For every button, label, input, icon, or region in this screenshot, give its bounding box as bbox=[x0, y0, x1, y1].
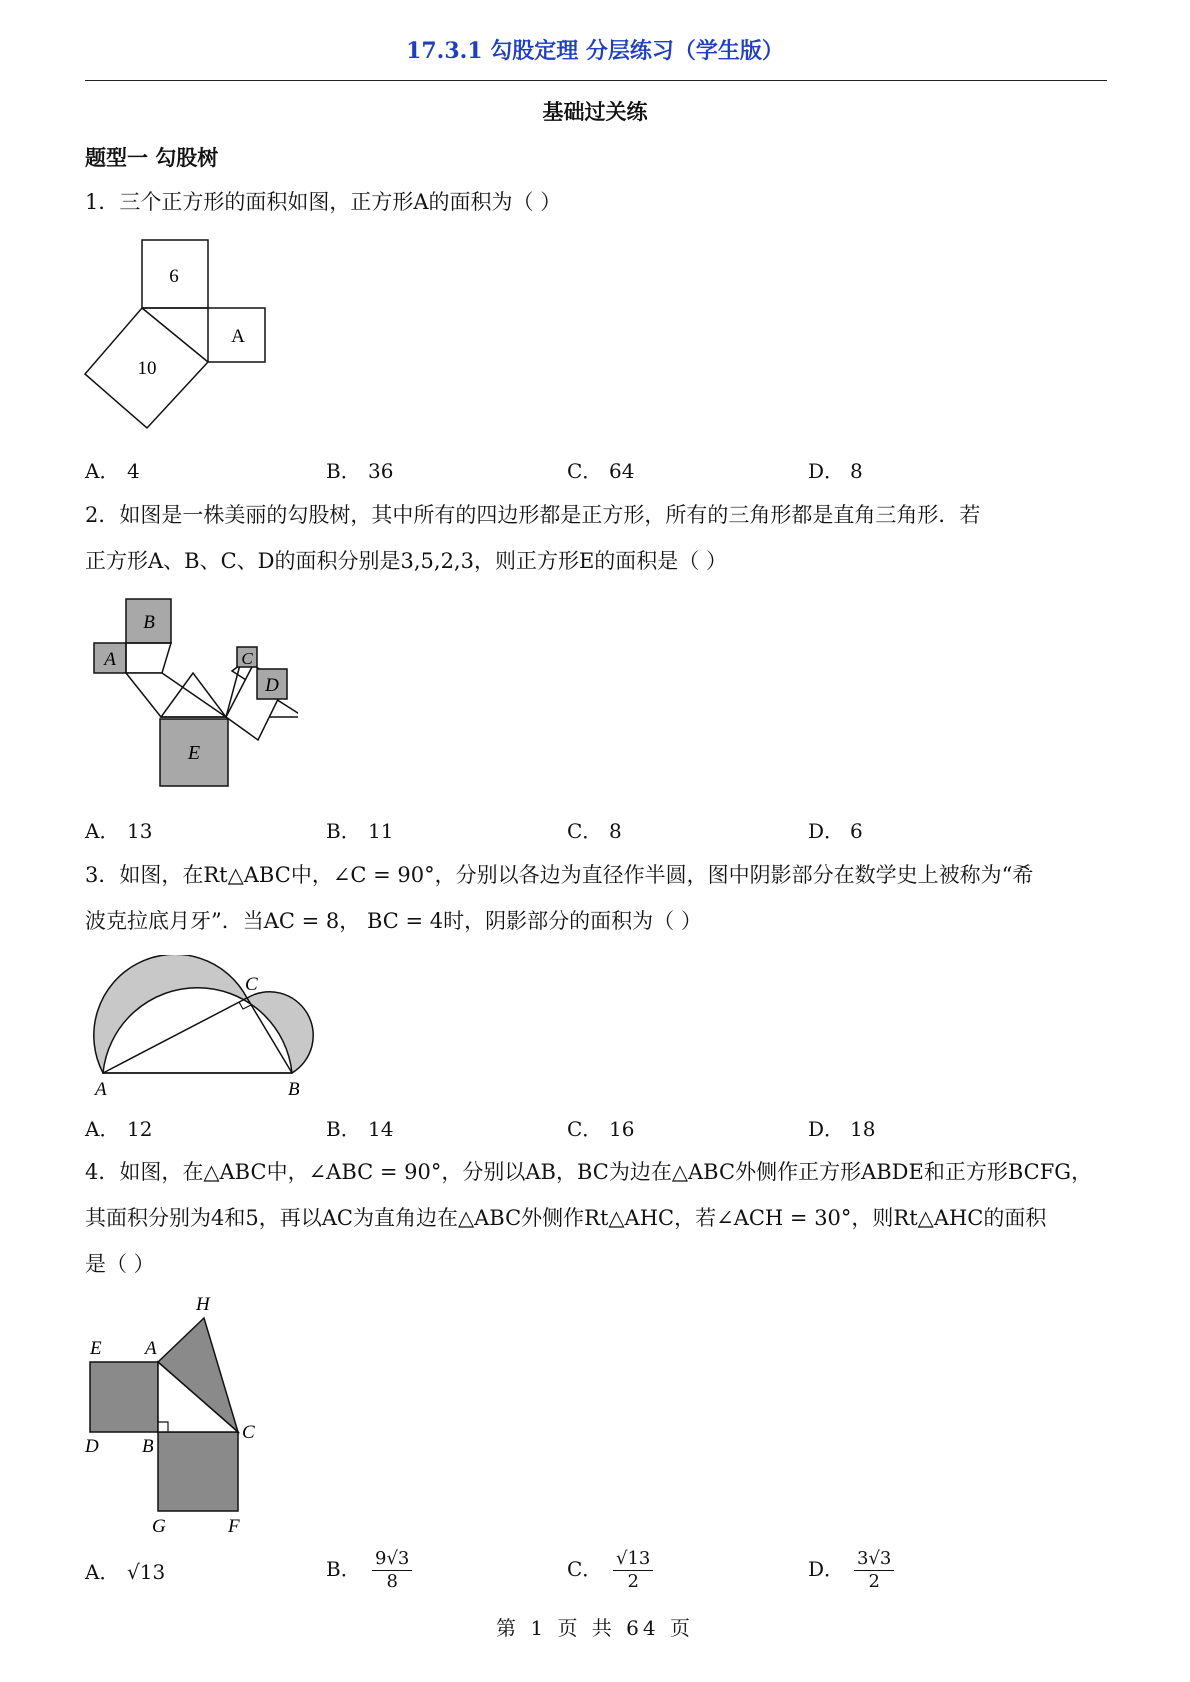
q2-label-d: D bbox=[265, 675, 279, 696]
q2-label-e: E bbox=[187, 742, 201, 764]
q4-square-abde bbox=[90, 1362, 158, 1432]
q1-option-b[interactable]: B． 36 bbox=[326, 459, 394, 483]
section-heading: 基础过关练 bbox=[542, 99, 648, 124]
q2-label-a: A bbox=[104, 649, 116, 670]
q1-label-a: A bbox=[231, 326, 245, 347]
page-footer: 第 1 页 共 64 页 bbox=[496, 1616, 694, 1640]
q4-option-c[interactable]: C． $\frac{√13}{2}$ bbox=[567, 1548, 653, 1593]
type-heading: 题型一 勾股树 bbox=[85, 145, 219, 170]
q2-option-a[interactable]: A． 13 bbox=[85, 819, 153, 843]
document-title: 17.3.1 勾股定理 分层练习（学生版） bbox=[406, 38, 784, 64]
q4-label-b: B bbox=[142, 1436, 154, 1457]
q4-label-c: C bbox=[242, 1422, 255, 1443]
q4-label-d: D bbox=[85, 1436, 99, 1457]
q4-stem-line1: 4．如图，在△ABC中，∠ABC = 90°，分别以AB，BC为边在△ABC外侧作正方形ABDE和正方形BCFG， bbox=[85, 1160, 1093, 1184]
q4-option-a[interactable]: A． √13 bbox=[85, 1560, 166, 1584]
q4-label-a: A bbox=[145, 1338, 157, 1359]
q2-stem-line2: 正方形A、B、C、D的面积分别是3,5,2,3，则正方形E的面积是（ ） bbox=[85, 549, 727, 573]
q3-option-d[interactable]: D． 18 bbox=[808, 1117, 876, 1141]
q3-option-b[interactable]: B． 14 bbox=[326, 1117, 394, 1141]
q3-option-a[interactable]: A． 12 bbox=[85, 1117, 153, 1141]
q3-label-b: B bbox=[288, 1079, 300, 1100]
q1-option-d[interactable]: D． 8 bbox=[808, 459, 863, 483]
q2-stem-line1: 2．如图是一株美丽的勾股树，其中所有的四边形都是正方形，所有的三角形都是直角三角形．若 bbox=[85, 503, 981, 527]
q4-option-b[interactable]: B． $\frac{9√3}{8}$ bbox=[326, 1548, 412, 1593]
q2-option-d[interactable]: D． 6 bbox=[808, 819, 863, 843]
q2-option-b[interactable]: B． 11 bbox=[326, 819, 394, 843]
q2-figure bbox=[88, 595, 298, 795]
q4-option-d[interactable]: D． $\frac{3√3}{2}$ bbox=[808, 1548, 894, 1593]
q3-stem-line1: 3．如图，在Rt△ABC中，∠C = 90°，分别以各边为直径作半圆，图中阴影部分在数学史上被称为“希 bbox=[85, 863, 1034, 887]
q4-label-f: F bbox=[228, 1516, 240, 1537]
q1-option-a[interactable]: A． 4 bbox=[85, 459, 140, 483]
q1-label-6: 6 bbox=[169, 266, 179, 287]
q4-figure bbox=[80, 1288, 270, 1538]
q4-stem-line2: 其面积分别为4和5，再以AC为直角边在△ABC外侧作Rt△AHC，若∠ACH = 30°，则Rt△AHC的面积 bbox=[85, 1206, 1047, 1230]
q2-square-left bbox=[126, 673, 226, 717]
q1-figure bbox=[80, 232, 280, 432]
q3-figure bbox=[85, 955, 325, 1100]
q2-option-c[interactable]: C． 8 bbox=[567, 819, 622, 843]
q1-option-c[interactable]: C． 64 bbox=[567, 459, 635, 483]
header-rule bbox=[85, 80, 1107, 81]
q4-label-h: H bbox=[196, 1294, 210, 1315]
q3-label-c: C bbox=[245, 974, 258, 995]
q1-stem: 1．三个正方形的面积如图，正方形A的面积为（ ） bbox=[85, 190, 562, 214]
q4-square-bcfg bbox=[158, 1432, 238, 1511]
q4-label-g: G bbox=[152, 1516, 166, 1537]
q3-label-a: A bbox=[95, 1079, 107, 1100]
q4-label-e: E bbox=[90, 1338, 102, 1359]
q2-label-c: C bbox=[241, 649, 253, 668]
q3-stem-line2: 波克拉底月牙”．当AC = 8， BC = 4时，阴影部分的面积为（ ） bbox=[85, 909, 702, 933]
q4-stem-line3: 是（ ） bbox=[85, 1252, 155, 1276]
q3-option-c[interactable]: C． 16 bbox=[567, 1117, 635, 1141]
q2-label-b: B bbox=[143, 612, 155, 633]
q1-label-10: 10 bbox=[137, 358, 157, 379]
